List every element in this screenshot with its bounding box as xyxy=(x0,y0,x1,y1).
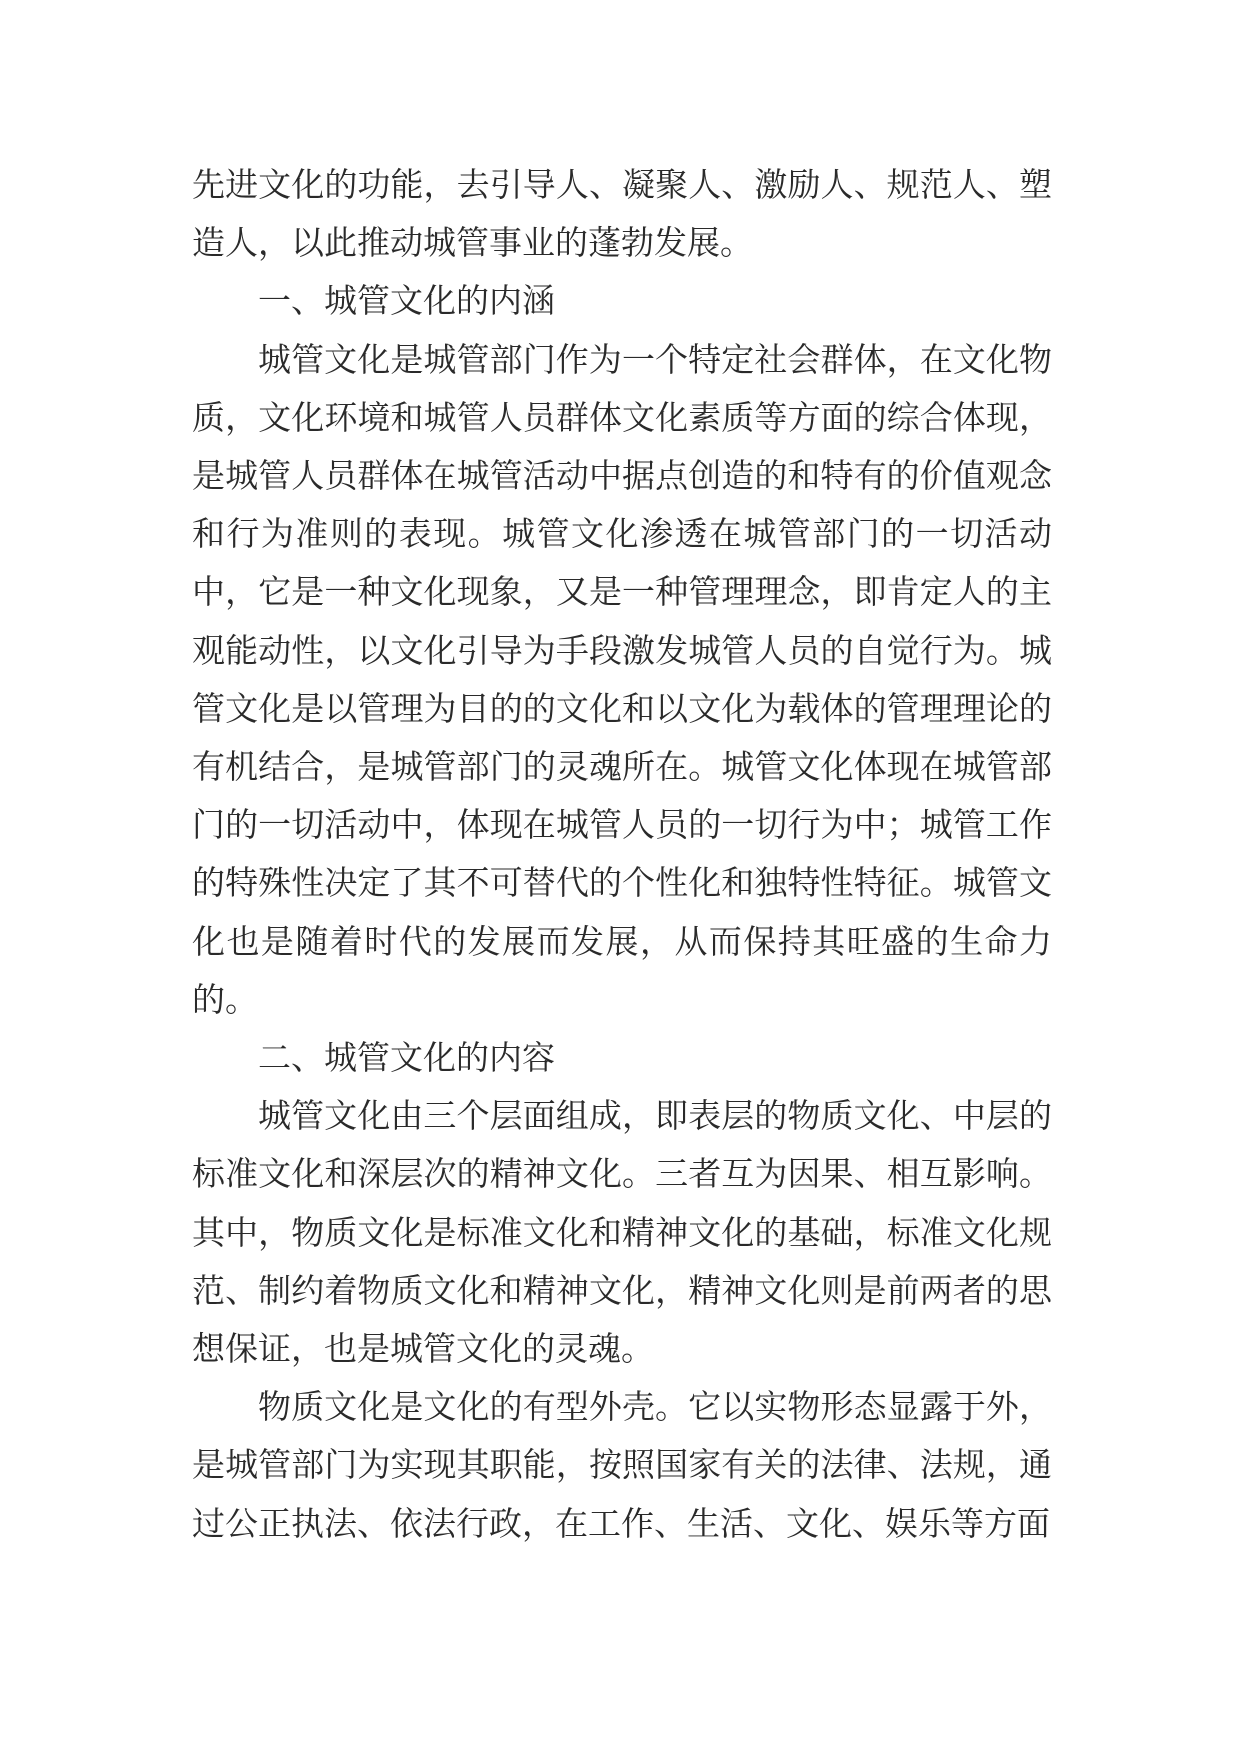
paragraph: 先进文化的功能，去引导人、凝聚人、激励人、规范人、塑造人，以此推动城管事业的蓬勃发展。 xyxy=(192,165,1052,263)
document-body xyxy=(192,156,1052,1553)
paragraph: 城管文化由三个层面组成，即表层的物质文化、中层的标准文化和深层次的精神文化。三者互为因果、相互影响。其中，物质文化是标准文化和精神文化的基础，标准文化规范、制约着物质文化和精神文化，精神文化则是前两者的思想保证，也是城管文化的灵魂。 xyxy=(192,1096,1052,1369)
paragraph: 城管文化是城管部门作为一个特定社会群体，在文化物质，文化环境和城管人员群体文化素质等方面的综合体现，是城管人员群体在城管活动中据点创造的和特有的价值观念和行为准则的表现。城管文化渗透在城管部门的一切活动中，它是一种文化现象，又是一种管理理念，即肯定人的主观能动性，以文化引导为手段激发城管人员的自觉行为。城管文化是以管理为目的的文化和以文化为载体的管理理论的有机结合，是城管部门的灵魂所在。城管文化体现在城管部门的一切活动中，体现在城管人员的一切行为中；城管工作的特殊性决定了其不可替代的个性化和独特性特征。城管文化也是随着时代的发展而发展，从而保持其旺盛的生命力的。 xyxy=(192,339,1052,1019)
section-heading-connotation: 一、城管文化的内涵 xyxy=(258,281,555,321)
section-heading-content: 二、城管文化的内容 xyxy=(258,1038,555,1078)
paragraph: 物质文化是文化的有型外壳。它以实物形态显露于外，是城管部门为实现其职能，按照国家有关的法律、法规，通过公正执法、依法行政，在工作、生活、文化、娱乐等方面 xyxy=(192,1387,1052,1543)
